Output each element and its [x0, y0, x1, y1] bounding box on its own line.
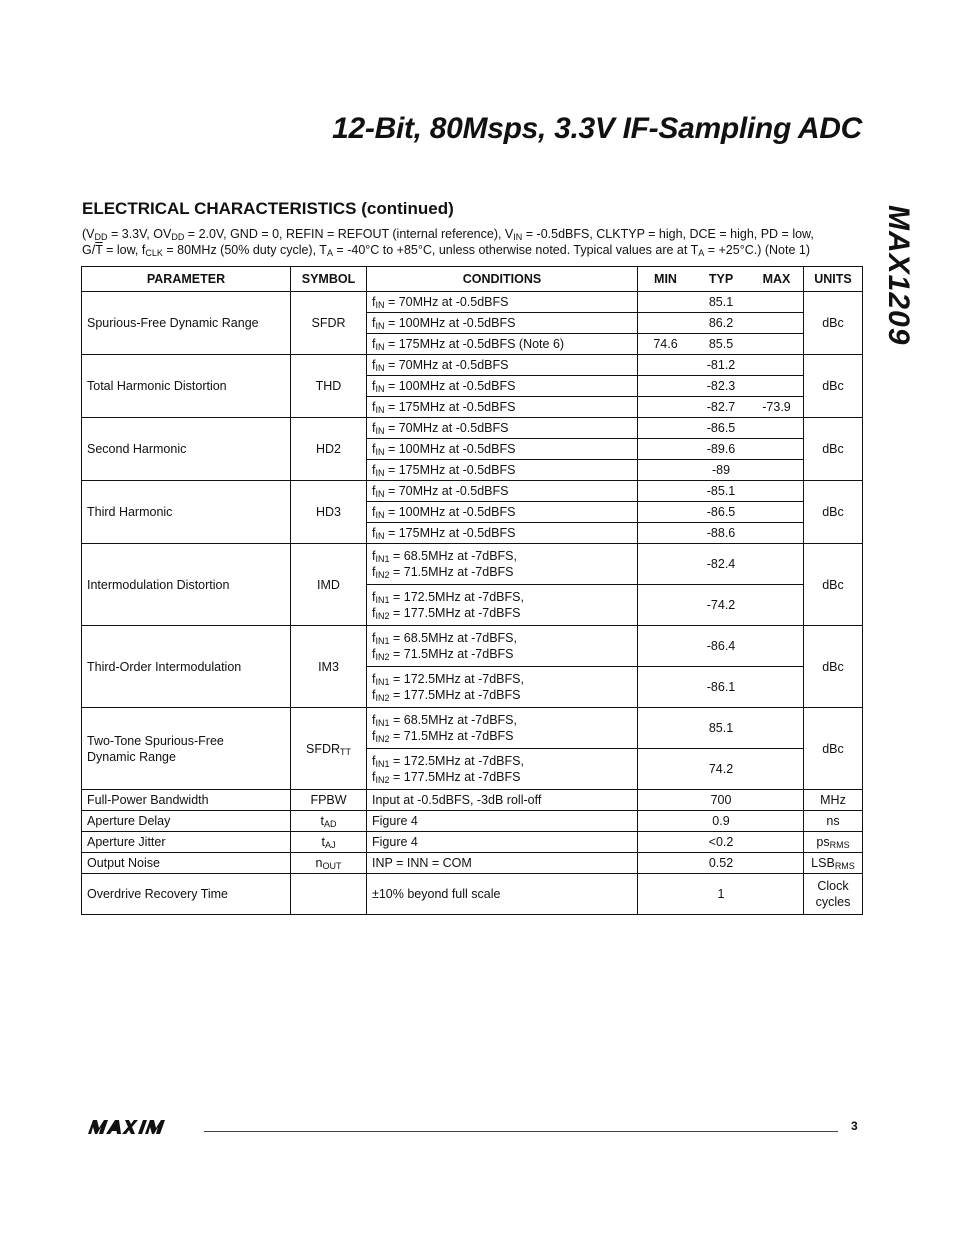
symbol-text: IMD — [317, 577, 340, 592]
conditions-cell — [367, 460, 638, 481]
parameter-cell — [82, 708, 291, 790]
symbol-cell — [291, 853, 367, 874]
units-cell — [804, 481, 863, 544]
units-cell — [804, 874, 863, 915]
units-text: dBc — [822, 741, 844, 756]
parameter-text: Two-Tone Spurious-Free — [87, 733, 224, 748]
values-cell — [638, 460, 804, 481]
conditions-text: $f_{IN1} = 172.5MHz$ at -7dBFS, — [372, 672, 524, 687]
symbol-text: $n_{OUT}$ — [315, 856, 342, 871]
symbol-text: HD3 — [315, 505, 341, 519]
conditions-cell — [367, 790, 638, 811]
footer-rule — [204, 1131, 838, 1132]
values-cell — [638, 853, 804, 874]
header-conditions: CONDITIONS — [367, 267, 638, 292]
parameter-text: Aperture Delay — [87, 814, 171, 828]
units-text: MHz — [820, 793, 846, 807]
conditions-cell — [367, 397, 638, 418]
units-cell — [804, 544, 863, 626]
symbol-cell — [291, 481, 367, 544]
values-cell — [638, 667, 804, 708]
symbol-cell — [291, 355, 367, 418]
symbol-cell — [291, 811, 367, 832]
header-units: UNITS — [804, 267, 863, 292]
units-cell — [804, 355, 863, 418]
values-cell — [638, 585, 804, 626]
conditions-cell — [367, 874, 638, 915]
typ-value: 86.2 — [708, 316, 734, 330]
typ-value: 1 — [717, 887, 725, 901]
units-text: dBc — [822, 316, 844, 330]
test-conditions-line-2: $G/\overline{T}$ = low, $f_{CLK} = 80MHz$ (50% duty cycle), $T_A = -40^\circ C$ to +85°C, unless otherwise noted. Typical values are at $T_A = +25^\circ C$.) (Note 1) — [82, 243, 811, 258]
parameter-cell — [82, 355, 291, 418]
values-cell — [638, 832, 804, 853]
parameter-cell — [82, 874, 291, 915]
typ-value: <0.2 — [708, 835, 734, 849]
header-typ: TYP — [708, 272, 734, 286]
header-min-typ-max — [638, 267, 804, 292]
conditions-text: INP = INN = COM — [372, 856, 472, 870]
units-text: cycles — [815, 895, 851, 909]
electrical-characteristics-table — [81, 266, 863, 915]
typ-value: -86.5 — [706, 505, 736, 519]
typ-value: -89.6 — [706, 442, 736, 456]
table-row — [82, 832, 863, 853]
units-text: ns — [826, 814, 840, 828]
parameter-text: Aperture Jitter — [87, 835, 166, 849]
conditions-text: ±10% beyond full scale — [372, 887, 501, 901]
typ-value: -86.1 — [706, 680, 736, 694]
units-text: $LSB_{RMS}$ — [811, 856, 855, 871]
conditions-cell — [367, 502, 638, 523]
values-cell — [638, 292, 804, 313]
header-min: MIN — [654, 272, 677, 286]
conditions-text: Figure 4 — [372, 814, 418, 828]
units-cell — [804, 418, 863, 481]
typ-value: -81.2 — [706, 358, 736, 372]
typ-value: -74.2 — [706, 598, 736, 612]
typ-value: 74.2 — [708, 762, 734, 776]
units-text: Clock — [817, 879, 849, 893]
test-conditions — [82, 226, 872, 258]
conditions-text: Input at -0.5dBFS, -3dB roll-off — [372, 793, 542, 807]
units-text: dBc — [822, 577, 844, 592]
typ-value: 0.9 — [712, 814, 730, 828]
values-cell — [638, 376, 804, 397]
values-cell — [638, 355, 804, 376]
conditions-text: $f_{IN1} = 68.5MHz$ at -7dBFS, — [372, 631, 517, 646]
symbol-text: $t_{AD}$ — [320, 814, 337, 829]
units-text: dBc — [822, 442, 844, 456]
symbol-text: THD — [315, 379, 342, 393]
symbol-cell — [291, 832, 367, 853]
conditions-cell — [367, 585, 638, 626]
header-symbol: SYMBOL — [291, 267, 367, 292]
symbol-text: $t_{AJ}$ — [321, 835, 336, 850]
conditions-cell — [367, 355, 638, 376]
conditions-text: $f_{IN2} = 71.5MHz$ at -7dBFS — [372, 647, 514, 662]
conditions-text: $f_{IN} = 70MHz$ at -0.5dBFS — [372, 421, 509, 436]
side-part-number — [881, 205, 921, 365]
conditions-text: $f_{IN2} = 71.5MHz$ at -7dBFS — [372, 729, 514, 744]
conditions-cell — [367, 832, 638, 853]
conditions-cell — [367, 667, 638, 708]
typ-value: -86.4 — [706, 639, 736, 653]
conditions-cell — [367, 853, 638, 874]
conditions-cell — [367, 749, 638, 790]
symbol-cell — [291, 418, 367, 481]
typ-value: -88.6 — [706, 526, 736, 540]
conditions-cell — [367, 811, 638, 832]
header-max: MAX — [762, 272, 791, 286]
parameter-cell — [82, 853, 291, 874]
conditions-cell — [367, 708, 638, 749]
values-cell — [638, 790, 804, 811]
table-row — [82, 418, 863, 439]
header-parameter: PARAMETER — [82, 267, 291, 292]
parameter-cell — [82, 626, 291, 708]
parameter-text: Second Harmonic — [87, 442, 187, 456]
values-cell — [638, 439, 804, 460]
conditions-cell — [367, 292, 638, 313]
units-cell — [804, 853, 863, 874]
conditions-text: $f_{IN1} = 68.5MHz$ at -7dBFS, — [372, 713, 517, 728]
typ-value: -82.3 — [706, 379, 736, 393]
units-cell — [804, 626, 863, 708]
maxim-logo — [84, 1118, 194, 1136]
parameter-text: Intermodulation Distortion — [87, 577, 230, 592]
conditions-cell — [367, 439, 638, 460]
conditions-text: $f_{IN1} = 172.5MHz$ at -7dBFS, — [372, 590, 524, 605]
conditions-cell — [367, 523, 638, 544]
values-cell — [638, 523, 804, 544]
conditions-cell — [367, 313, 638, 334]
typ-value: 85.1 — [708, 295, 734, 309]
symbol-cell — [291, 790, 367, 811]
table-row — [82, 544, 863, 585]
conditions-cell — [367, 544, 638, 585]
symbol-cell — [291, 874, 367, 915]
conditions-text: $f_{IN} = 70MHz$ at -0.5dBFS — [372, 358, 509, 373]
table-row — [82, 292, 863, 313]
values-cell — [638, 397, 804, 418]
units-cell — [804, 790, 863, 811]
conditions-text: $f_{IN} = 100MHz$ at -0.5dBFS — [372, 442, 516, 457]
parameter-cell — [82, 292, 291, 355]
parameter-cell — [82, 481, 291, 544]
conditions-text: $f_{IN} = 70MHz$ at -0.5dBFS — [372, 295, 509, 310]
conditions-cell — [367, 376, 638, 397]
table-row — [82, 481, 863, 502]
min-value: 74.6 — [653, 337, 678, 351]
parameter-text: Full-Power Bandwidth — [87, 793, 209, 807]
values-cell — [638, 502, 804, 523]
parameter-text: Third Harmonic — [87, 505, 173, 519]
typ-value: 85.5 — [708, 337, 734, 351]
parameter-cell — [82, 544, 291, 626]
table-row — [82, 853, 863, 874]
typ-value: 85.1 — [708, 721, 734, 735]
values-cell — [638, 544, 804, 585]
values-cell — [638, 811, 804, 832]
typ-value: 700 — [710, 793, 732, 807]
conditions-cell — [367, 481, 638, 502]
values-cell — [638, 313, 804, 334]
values-cell — [638, 708, 804, 749]
units-cell — [804, 292, 863, 355]
typ-value: -82.7 — [706, 400, 736, 414]
test-conditions-line-1: ($V_{DD} = 3.3V$, $OV_{DD} = 2.0V$, GND = 0, REFIN = REFOUT (internal reference), $V_{IN}$ = -0.5dBFS, CLKTYP = high, DCE = high, PD = low, — [82, 227, 814, 242]
section-title: ELECTRICAL CHARACTERISTICS (continued) — [82, 199, 454, 218]
table-body — [82, 292, 863, 915]
parameter-cell — [82, 811, 291, 832]
units-text: dBc — [822, 659, 844, 674]
conditions-text: $f_{IN2} = 177.5MHz$ at -7dBFS — [372, 606, 521, 621]
conditions-text: $f_{IN} = 100MHz$ at -0.5dBFS — [372, 316, 516, 331]
values-cell — [638, 874, 804, 915]
typ-value: -82.4 — [706, 557, 736, 571]
units-cell — [804, 811, 863, 832]
conditions-cell — [367, 626, 638, 667]
typ-value: -89 — [711, 463, 731, 477]
units-cell — [804, 708, 863, 790]
units-text: $ps_{RMS}$ — [816, 835, 850, 850]
symbol-text: SFDR — [311, 316, 346, 330]
parameter-text: Total Harmonic Distortion — [87, 379, 227, 393]
symbol-cell — [291, 292, 367, 355]
parameter-text: Third-Order Intermodulation — [87, 659, 242, 674]
units-text: dBc — [822, 379, 844, 393]
max-value: -73.9 — [762, 400, 791, 414]
table-header-row — [82, 267, 863, 292]
values-cell — [638, 418, 804, 439]
conditions-text: $f_{IN2} = 177.5MHz$ at -7dBFS — [372, 770, 521, 785]
table-row — [82, 874, 863, 915]
parameter-text: Overdrive Recovery Time — [87, 887, 229, 901]
typ-value: -86.5 — [706, 421, 736, 435]
units-cell — [804, 832, 863, 853]
part-number-text: MAX1209 — [882, 205, 915, 346]
parameter-cell — [82, 418, 291, 481]
symbol-text: $SFDR_{TT}$ — [305, 741, 352, 757]
symbol-cell — [291, 626, 367, 708]
conditions-text: $f_{IN1} = 68.5MHz$ at -7dBFS, — [372, 549, 517, 564]
conditions-text: $f_{IN1} = 172.5MHz$ at -7dBFS, — [372, 754, 524, 769]
table-row — [82, 708, 863, 749]
page-title: 12-Bit, 80Msps, 3.3V IF-Sampling ADC — [332, 112, 862, 145]
conditions-cell — [367, 334, 638, 355]
conditions-text: $f_{IN2} = 71.5MHz$ at -7dBFS — [372, 565, 514, 580]
parameter-text: Dynamic Range — [87, 749, 176, 764]
conditions-text: $f_{IN2} = 177.5MHz$ at -7dBFS — [372, 688, 521, 703]
conditions-text: $f_{IN} = 175MHz$ at -0.5dBFS — [372, 463, 516, 478]
values-cell — [638, 749, 804, 790]
typ-value: 0.52 — [708, 856, 734, 870]
table-row — [82, 811, 863, 832]
values-cell — [638, 481, 804, 502]
conditions-text: Figure 4 — [372, 835, 418, 849]
values-cell — [638, 334, 804, 355]
conditions-text: $f_{IN} = 100MHz$ at -0.5dBFS — [372, 379, 516, 394]
conditions-cell — [367, 418, 638, 439]
symbol-text: HD2 — [315, 442, 341, 456]
table-row — [82, 790, 863, 811]
conditions-text: $f_{IN} = 70MHz$ at -0.5dBFS — [372, 484, 509, 499]
symbol-cell — [291, 708, 367, 790]
page-number: 3 — [851, 1119, 858, 1133]
symbol-cell — [291, 544, 367, 626]
parameter-text: Output Noise — [87, 856, 160, 870]
parameter-text: Spurious-Free Dynamic Range — [87, 316, 259, 330]
values-cell — [638, 626, 804, 667]
parameter-cell — [82, 790, 291, 811]
conditions-text: $f_{IN} = 175MHz$ at -0.5dBFS — [372, 400, 516, 415]
typ-value: -85.1 — [706, 484, 736, 498]
table-row — [82, 626, 863, 667]
conditions-text: $f_{IN} = 175MHz$ at -0.5dBFS — [372, 526, 516, 541]
conditions-text: $f_{IN} = 100MHz$ at -0.5dBFS — [372, 505, 516, 520]
conditions-text: $f_{IN} = 175MHz$ at -0.5dBFS (Note 6) — [372, 337, 565, 352]
symbol-text: FPBW — [310, 793, 347, 807]
symbol-text: IM3 — [318, 659, 339, 674]
units-text: dBc — [822, 505, 844, 519]
parameter-cell — [82, 832, 291, 853]
table-row — [82, 355, 863, 376]
